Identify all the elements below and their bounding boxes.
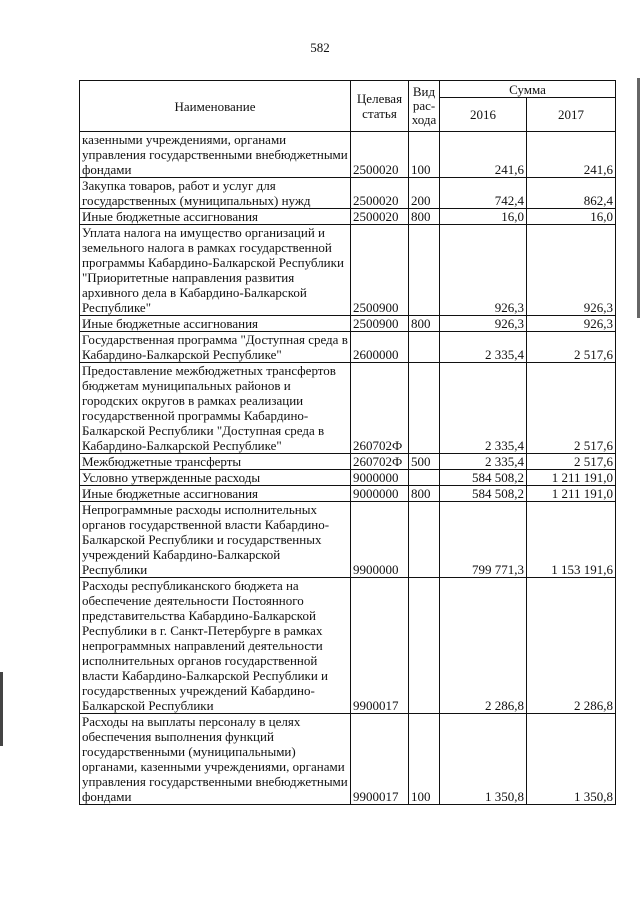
row-name: Закупка товаров, работ и услуг для государственных (муниципальных) нужд [80, 178, 351, 209]
row-kind [409, 363, 440, 454]
table-row [80, 225, 616, 316]
row-target: 9900000 [351, 502, 409, 578]
row-kind: 100 [409, 132, 440, 178]
row-kind: 200 [409, 178, 440, 209]
row-name: Государственная программа "Доступная среда в Кабардино-Балкарской Республике" [80, 332, 351, 363]
row-target: 9900017 [351, 714, 409, 805]
row-name: Непрограммные расходы исполнительных органов государственной власти Кабардино-Балкарской Республики и государственных учреждений Кабардино-Балкарской Республики [80, 502, 351, 578]
row-target: 260702Ф [351, 363, 409, 454]
row-kind [409, 225, 440, 316]
row-target: 2500900 [351, 316, 409, 332]
row-sum-2016: 2 335,4 [440, 454, 527, 470]
row-kind [409, 578, 440, 714]
table-row [80, 209, 616, 225]
header-sum: Сумма [440, 81, 616, 98]
budget-table [79, 80, 616, 805]
table-row [80, 316, 616, 332]
row-sum-2016: 584 508,2 [440, 470, 527, 486]
row-name: Расходы на выплаты персоналу в целях обеспечения выполнения функций государственными (муниципальными) органами, казенными учреждениями, органами управления государственными внебюджетными фондами [80, 714, 351, 805]
row-kind [409, 502, 440, 578]
row-target: 2500900 [351, 225, 409, 316]
header-year-2016: 2016 [440, 98, 527, 132]
row-sum-2017: 16,0 [527, 209, 616, 225]
table-row [80, 363, 616, 454]
row-target: 9900017 [351, 578, 409, 714]
row-kind: 800 [409, 209, 440, 225]
table-row [80, 470, 616, 486]
row-sum-2016: 799 771,3 [440, 502, 527, 578]
row-sum-2016: 16,0 [440, 209, 527, 225]
row-name: Уплата налога на имущество организаций и земельного налога в рамках государственной программы Кабардино-Балкарской Республики "Приоритетные направления развития архивного дела в Кабардино-Балкарской Республике" [80, 225, 351, 316]
row-sum-2016: 2 286,8 [440, 578, 527, 714]
row-name: Предоставление межбюджетных трансфертов бюджетам муниципальных районов и городских округов в рамках реализации государственной программы Кабардино-Балкарской Республики "Доступная среда в Кабардино-Балкарской Республике" [80, 363, 351, 454]
row-sum-2016: 584 508,2 [440, 486, 527, 502]
row-name: Иные бюджетные ассигнования [80, 316, 351, 332]
row-kind: 500 [409, 454, 440, 470]
row-sum-2016: 2 335,4 [440, 363, 527, 454]
row-sum-2017: 1 211 191,0 [527, 470, 616, 486]
table-row [80, 332, 616, 363]
row-sum-2017: 1 350,8 [527, 714, 616, 805]
table-row [80, 132, 616, 178]
scan-edge-mark [0, 672, 3, 746]
header-target: Целевая статья [351, 81, 409, 132]
row-kind [409, 332, 440, 363]
row-kind: 100 [409, 714, 440, 805]
header-year-2017: 2017 [527, 98, 616, 132]
row-sum-2017: 2 517,6 [527, 454, 616, 470]
row-target: 9000000 [351, 486, 409, 502]
row-sum-2017: 926,3 [527, 316, 616, 332]
row-kind: 800 [409, 486, 440, 502]
table-row [80, 714, 616, 805]
row-kind [409, 470, 440, 486]
row-name: Иные бюджетные ассигнования [80, 486, 351, 502]
row-sum-2017: 241,6 [527, 132, 616, 178]
row-sum-2016: 1 350,8 [440, 714, 527, 805]
row-sum-2016: 2 335,4 [440, 332, 527, 363]
row-target: 260702Ф [351, 454, 409, 470]
row-sum-2017: 2 517,6 [527, 363, 616, 454]
row-kind: 800 [409, 316, 440, 332]
row-sum-2016: 742,4 [440, 178, 527, 209]
row-sum-2017: 1 211 191,0 [527, 486, 616, 502]
row-sum-2017: 2 286,8 [527, 578, 616, 714]
table-row [80, 178, 616, 209]
row-name: Межбюджетные трансферты [80, 454, 351, 470]
row-sum-2017: 1 153 191,6 [527, 502, 616, 578]
row-sum-2017: 926,3 [527, 225, 616, 316]
page-number: 582 [310, 40, 330, 55]
row-target: 9000000 [351, 470, 409, 486]
row-target: 2600000 [351, 332, 409, 363]
row-sum-2017: 862,4 [527, 178, 616, 209]
header-name: Наименование [80, 81, 351, 132]
row-sum-2017: 2 517,6 [527, 332, 616, 363]
table-row [80, 578, 616, 714]
table-row [80, 486, 616, 502]
row-target: 2500020 [351, 178, 409, 209]
row-sum-2016: 926,3 [440, 225, 527, 316]
row-name: Расходы республиканского бюджета на обеспечение деятельности Постоянного представительства Кабардино-Балкарской Республики в г. Санкт-Петербурге в рамках непрограммных направлений деятельности исполнительных органов государственной власти Кабардино-Балкарской Республики и государственных учреждений Кабардино-Балкарской Республики [80, 578, 351, 714]
row-name: казенными учреждениями, органами управления государственными внебюджетными фондами [80, 132, 351, 178]
header-kind: Вид рас-хода [409, 81, 440, 132]
row-target: 2500020 [351, 132, 409, 178]
row-name: Иные бюджетные ассигнования [80, 209, 351, 225]
row-sum-2016: 926,3 [440, 316, 527, 332]
row-target: 2500020 [351, 209, 409, 225]
table-row [80, 502, 616, 578]
table-row [80, 454, 616, 470]
row-sum-2016: 241,6 [440, 132, 527, 178]
row-name: Условно утвержденные расходы [80, 470, 351, 486]
